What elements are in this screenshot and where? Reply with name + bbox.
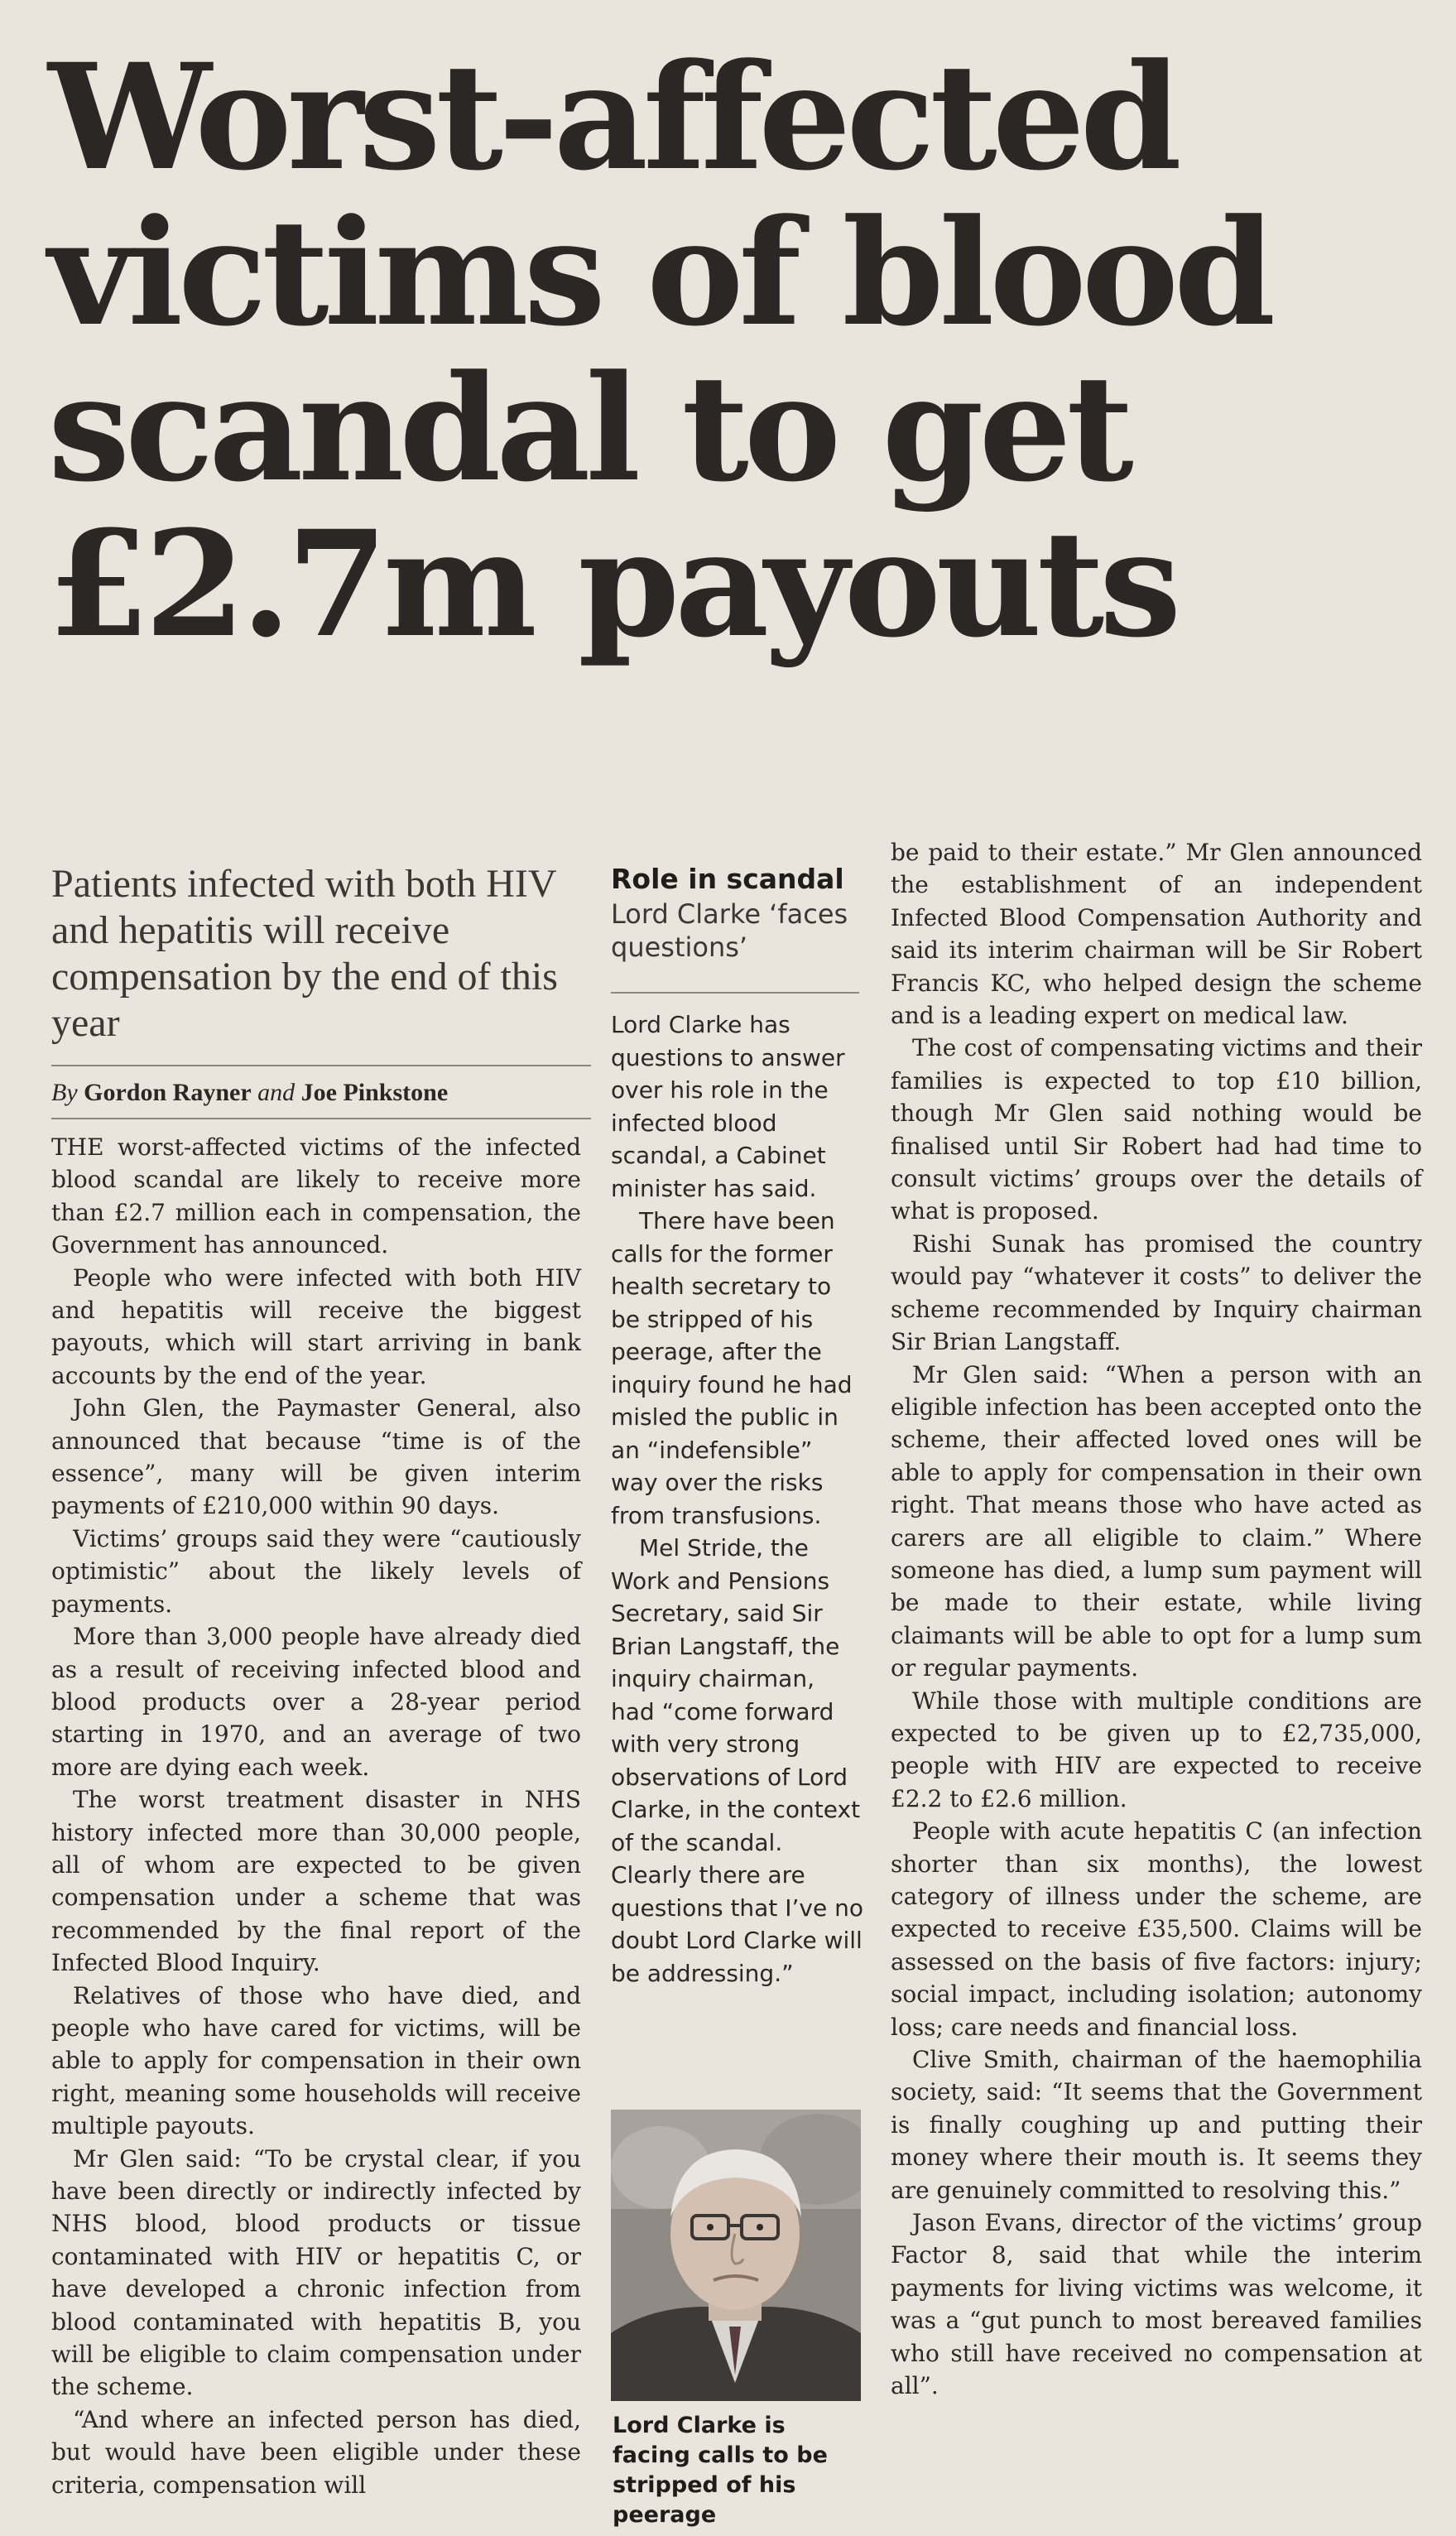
sidebar-subtitle: Lord Clarke ‘faces questions’ <box>611 898 848 963</box>
sidebar-paragraph: Mel Stride, the Work and Pensions Secretary, said Sir Brian Langstaff, the inquiry chairman, had “come forward with very strong observations of Lord Clarke, in the context of the scandal. Clearly there are questions that I’ve no doubt Lord Clarke will be addressing.” <box>611 1534 863 1987</box>
article-paragraph: More than 3,000 people have already died as a result of receiving infected blood and blood products over a 28-year period starting in 1970, and an average of two more are dying each week. <box>51 1623 581 1781</box>
article-column-3 <box>891 836 1422 2403</box>
byline <box>51 1076 614 1109</box>
article-paragraph: John Glen, the Paymaster General, also announced that because “time is of the essence”, many will be given interim payments of £210,000 within 90 days. <box>51 1394 581 1520</box>
article-paragraph: The worst treatment disaster in NHS history infected more than 30,000 people, all of whom are expected to be given compensation under a scheme that was recommended by the final report of the Infected Blood Inquiry. <box>51 1786 581 1977</box>
article-paragraph: Jason Evans, director of the victims’ group Factor 8, said that while the interim payments for living victims was welcome, it was a “gut punch to most bereaved families who still have received no compensation at all”. <box>891 2209 1422 2400</box>
article-paragraph: Relatives of those who have died, and people who have cared for victims, will be able to apply for compensation in their own right, meaning some households will receive multiple payouts. <box>51 1981 581 2140</box>
article-paragraph: be paid to their estate.” Mr Glen announced the establishment of an independent Infected Blood Compensation Authority and said its interim chairman will be Sir Robert Francis KC, who helped design the scheme and is a leading expert on medical law. <box>891 839 1422 1030</box>
sidebar-body <box>611 1008 864 1990</box>
byline-and: and <box>257 1079 296 1106</box>
article-paragraph: While those with multiple conditions are expected to be given up to £2,735,000, people with HIV are expected to receive £2.2 to £2.6 million. <box>891 1687 1422 1812</box>
sidebar-paragraph: Lord Clarke has questions to answer over his role in the infected blood scandal, a Cabinet minister has said. <box>611 1011 845 1202</box>
portrait-illustration <box>611 2110 861 2401</box>
article-paragraph: People who were infected with both HIV and hepatitis will receive the biggest payouts, which will start arriving in bank accounts by the end of the year. <box>51 1263 581 1389</box>
sidebar-header <box>611 861 859 964</box>
article-paragraph: Victims’ groups said they were “cautiously optimistic” about the likely levels of payments. <box>51 1524 581 1618</box>
byline-author-1: Gordon Rayner <box>84 1079 252 1106</box>
article-paragraph: Mr Glen said: “When a person with an eligible infection has been accepted onto the scheme, their affected loved ones will be able to apply for compensation in their own right. That means those who have acted as carers are all eligible to claim.” Where someone has died, a lump sum payment will be made to their estate, while living claimants will be able to opt for a lump sum or regular payments. <box>891 1360 1422 1682</box>
lord-clarke-photo <box>611 2110 861 2401</box>
article-paragraph: “And where an infected person has died, but would have been eligible under these criteria, compensation will <box>51 2405 581 2499</box>
byline-by: By <box>51 1079 78 1106</box>
article-column-1 <box>51 1131 581 2501</box>
byline-author-2: Joe Pinkstone <box>300 1079 449 1106</box>
headline: Worst-affected victims of blood scandal to get £2.7m payouts <box>48 31 1271 670</box>
byline-rule <box>51 1118 591 1119</box>
dek-rule <box>51 1065 591 1066</box>
article-paragraph: Rishi Sunak has promised the country would pay “whatever it costs” to deliver the scheme recommended by Inquiry chairman Sir Brian Langstaff. <box>891 1230 1422 1356</box>
sidebar-title: Role in scandal <box>611 863 844 895</box>
sidebar-paragraph: There have been calls for the former health secretary to be stripped of his peerage, after the inquiry found he had misled the public in an “indefensible” way over the risks from transfusions. <box>611 1207 853 1529</box>
article-paragraph: Mr Glen said: “To be crystal clear, if you have been directly or indirectly infected by NHS blood, blood products or tissue contaminated with HIV or hepatitis C, or have developed a chronic infection from blood contaminated with hepatitis B, you will be eligible to claim compensation under the scheme. <box>51 2144 581 2401</box>
article-paragraph: THE worst-affected victims of the infected blood scandal are likely to receive more than £2.7 million each in compensation, the Government has announced. <box>51 1133 581 1259</box>
sidebar-rule <box>611 992 859 994</box>
article-paragraph: People with acute hepatitis C (an infection shorter than six months), the lowest category of illness under the scheme, are expected to receive £35,500. Claims will be assessed on the basis of five factors: injury; social impact, including isolation; autonomy loss; care needs and financial loss. <box>891 1817 1422 2041</box>
article-paragraph: The cost of compensating victims and their families is expected to top £10 billion, though Mr Glen said nothing would be finalised until Sir Robert had had time to consult victims’ groups over the details of what is proposed. <box>891 1034 1422 1225</box>
article-paragraph: Clive Smith, chairman of the haemophilia society, said: “It seems that the Government is finally coughing up and putting their money where their mouth is. It seems they are genuinely committed to resolving this.” <box>891 2046 1422 2204</box>
photo-caption: Lord Clarke is facing calls to be stripped of his peerage <box>613 2413 828 2528</box>
standfirst: Patients infected with both HIV and hepatitis will receive compensation by the end of this year <box>51 862 558 1045</box>
